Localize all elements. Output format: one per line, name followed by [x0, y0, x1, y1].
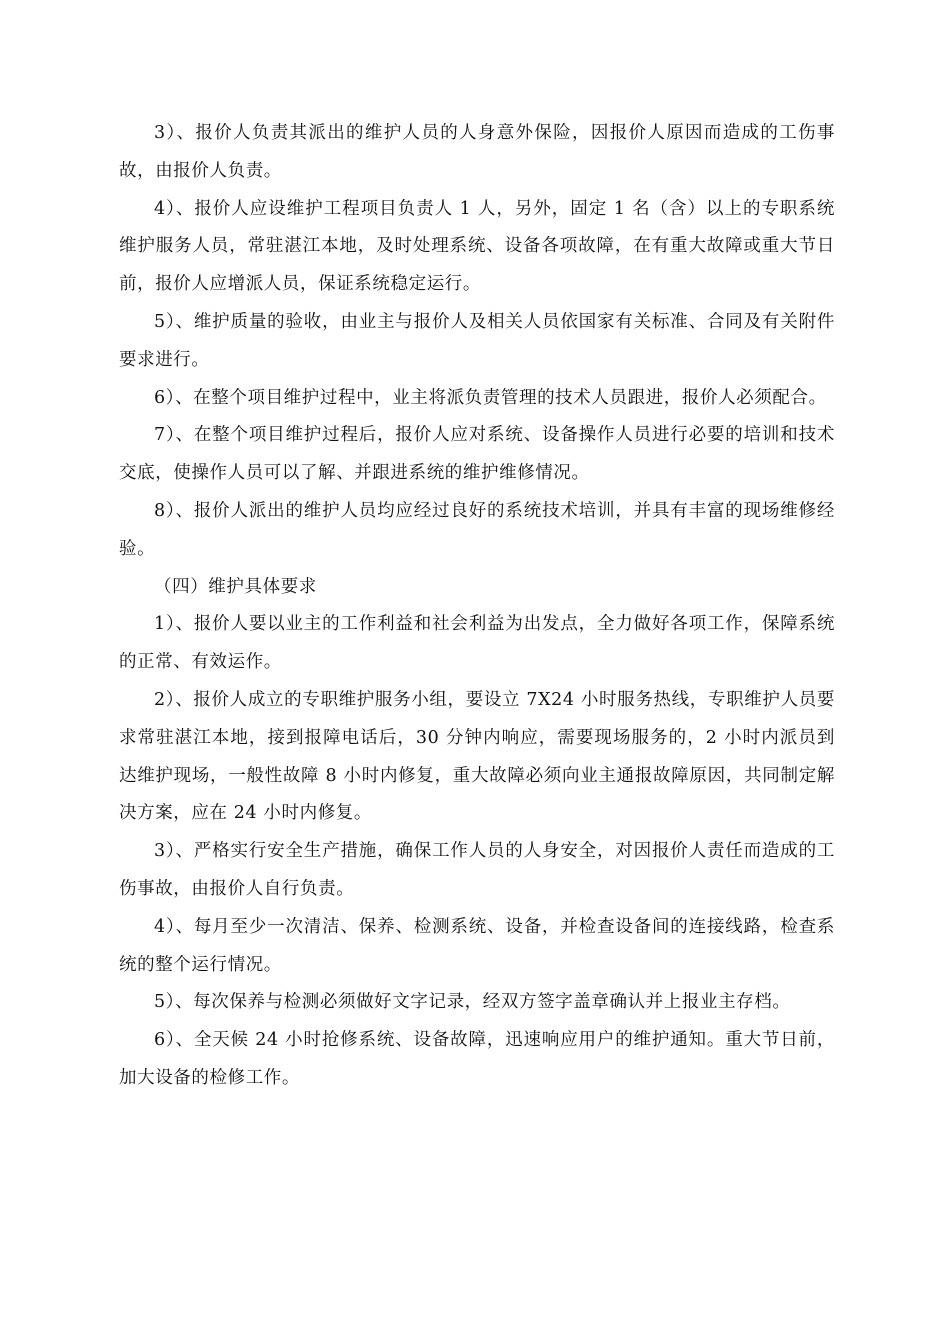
paragraph: 3）、严格实行安全生产措施，确保工作人员的人身安全，对因报价人责任而造成的工伤事故，由报价人自行负责。 — [119, 841, 835, 899]
paragraph: 8）、报价人派出的维护人员均应经过良好的系统技术培训，并具有丰富的现场维修经验。 — [119, 500, 835, 559]
document-body — [119, 115, 835, 1098]
paragraph: 4）、报价人应设维护工程项目负责人 1 人，另外，固定 1 名（含）以上的专职系统维护服务人员，常驻湛江本地，及时处理系统、设备各项故障，在有重大故障或重大节日前，报价人应增派人员，保证系统稳定运行。 — [119, 198, 835, 295]
paragraph: 4）、每月至少一次清洁、保养、检测系统、设备，并检查设备间的连接线路，检查系统的整个运行情况。 — [119, 916, 835, 975]
paragraph: 6）、全天候 24 小时抢修系统、设备故障，迅速响应用户的维护通知。重大节日前，加大设备的检修工作。 — [119, 1030, 835, 1088]
paragraph: 1）、报价人要以业主的工作利益和社会利益为出发点，全力做好各项工作，保障系统的正常、有效运作。 — [119, 614, 835, 673]
paragraph: 2）、报价人成立的专职维护服务小组，要设立 7X24 小时服务热线，专职维护人员要求常驻湛江本地，接到报障电话后，30 分钟内响应，需要现场服务的，2 小时内派员到达维护现场，一般性故障 8 小时内修复，重大故障必须向业主通报故障原因，共同制定解决方案，应在 24 小时内修复。 — [119, 689, 835, 824]
paragraph: 6）、在整个项目维护过程中，业主将派负责管理的技术人员跟进，报价人必须配合。 — [154, 387, 827, 408]
paragraph: 3）、报价人负责其派出的维护人员的人身意外保险，因报价人原因而造成的工伤事故，由报价人负责。 — [119, 123, 835, 181]
section-heading: （四）维护具体要求 — [154, 576, 317, 597]
paragraph: 7）、在整个项目维护过程后，报价人应对系统、设备操作人员进行必要的培训和技术交底，使操作人员可以了解、并跟进系统的维护维修情况。 — [119, 425, 835, 484]
paragraph: 5）、维护质量的验收，由业主与报价人及相关人员依国家有关标准、合同及有关附件要求进行。 — [119, 311, 835, 370]
paragraph: 5）、每次保养与检测必须做好文字记录，经双方签字盖章确认并上报业主存档。 — [154, 992, 791, 1013]
